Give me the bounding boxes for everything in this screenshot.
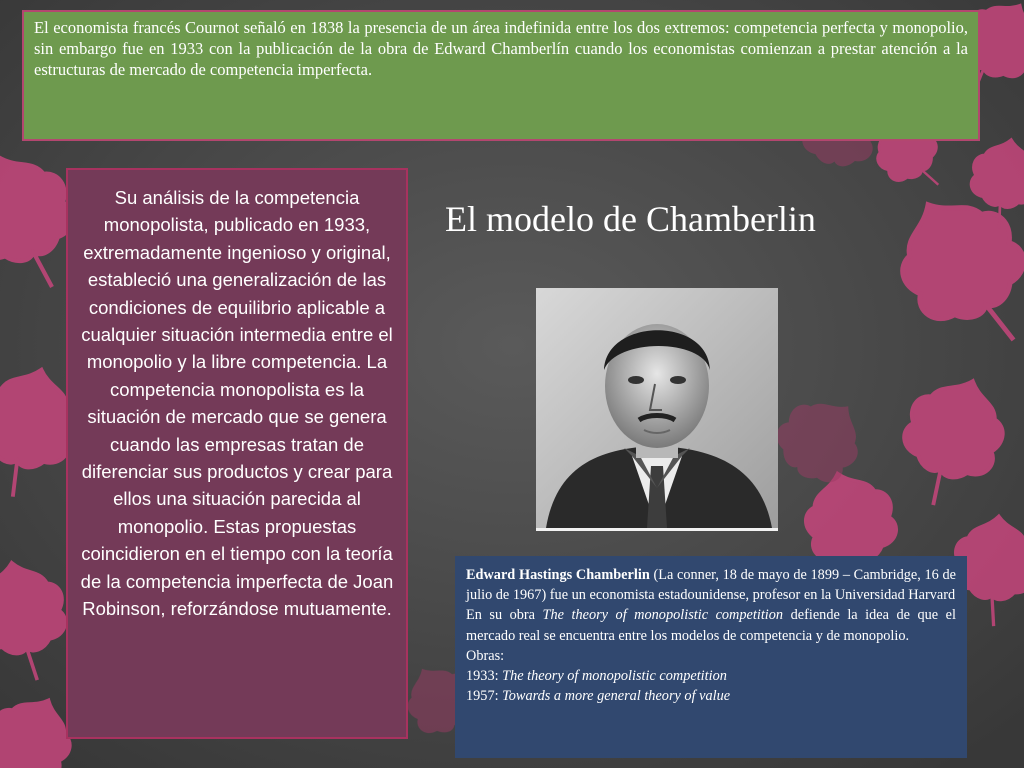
biography-box xyxy=(455,556,967,758)
bio-work-title: The theory of monopolistic competition xyxy=(542,607,784,624)
intro-text: El economista francés Cournot señaló en 1838 la presencia de un área indefinida entre los dos extremos: competencia perfecta y monopolio, sin embargo fue en 1933 con la publicación de la obra de Edward Chamberlín cuando los economistas comienzan a prestar atención a la estructuras de mercado de competencia imperfecta. xyxy=(34,18,968,79)
obra2-title: Towards a more general theory of value xyxy=(502,688,731,705)
portrait-photo xyxy=(536,288,778,531)
analysis-text-box xyxy=(66,168,408,739)
obra2-year: 1957: xyxy=(466,688,503,705)
bio-obras-label: Obras: xyxy=(466,647,505,664)
bio-work-intro: En su obra xyxy=(466,607,543,624)
analysis-text: Su análisis de la competencia monopolista, publicado en 1933, extremadamente ingenioso y original, estableció una generalización de las condiciones de equilibrio aplicable a cualquier situación intermedia entre el monopolio y la libre competencia. La competencia monopolista es la situación de mercado que se genera cuando las empresas tratan de diferenciar sus productos y crear para ellos una situación parecida al monopolio. Estas propuestas coincidieron en el tiempo con la teoría de la competencia imperfecta de Joan Robinson, reforzándose mutuamente. xyxy=(80,187,394,620)
intro-text-box xyxy=(22,10,980,141)
obra1-year: 1933: xyxy=(466,668,503,685)
bio-work-desc: defiende la idea de que el mercado real se encuentra entre los modelos de competencia y de monopolio. xyxy=(466,607,956,644)
obra1-title: The theory of monopolistic competition xyxy=(502,668,727,685)
slide-title: El modelo de Chamberlin xyxy=(445,199,816,239)
bio-dates: (La conner, 18 de mayo de 1899 – Cambridge, 16 de julio de 1967) fue un economista estadounidense, profesor en la Universidad Harvard xyxy=(466,567,956,604)
bio-name: Edward Hastings Chamberlin xyxy=(466,567,650,583)
